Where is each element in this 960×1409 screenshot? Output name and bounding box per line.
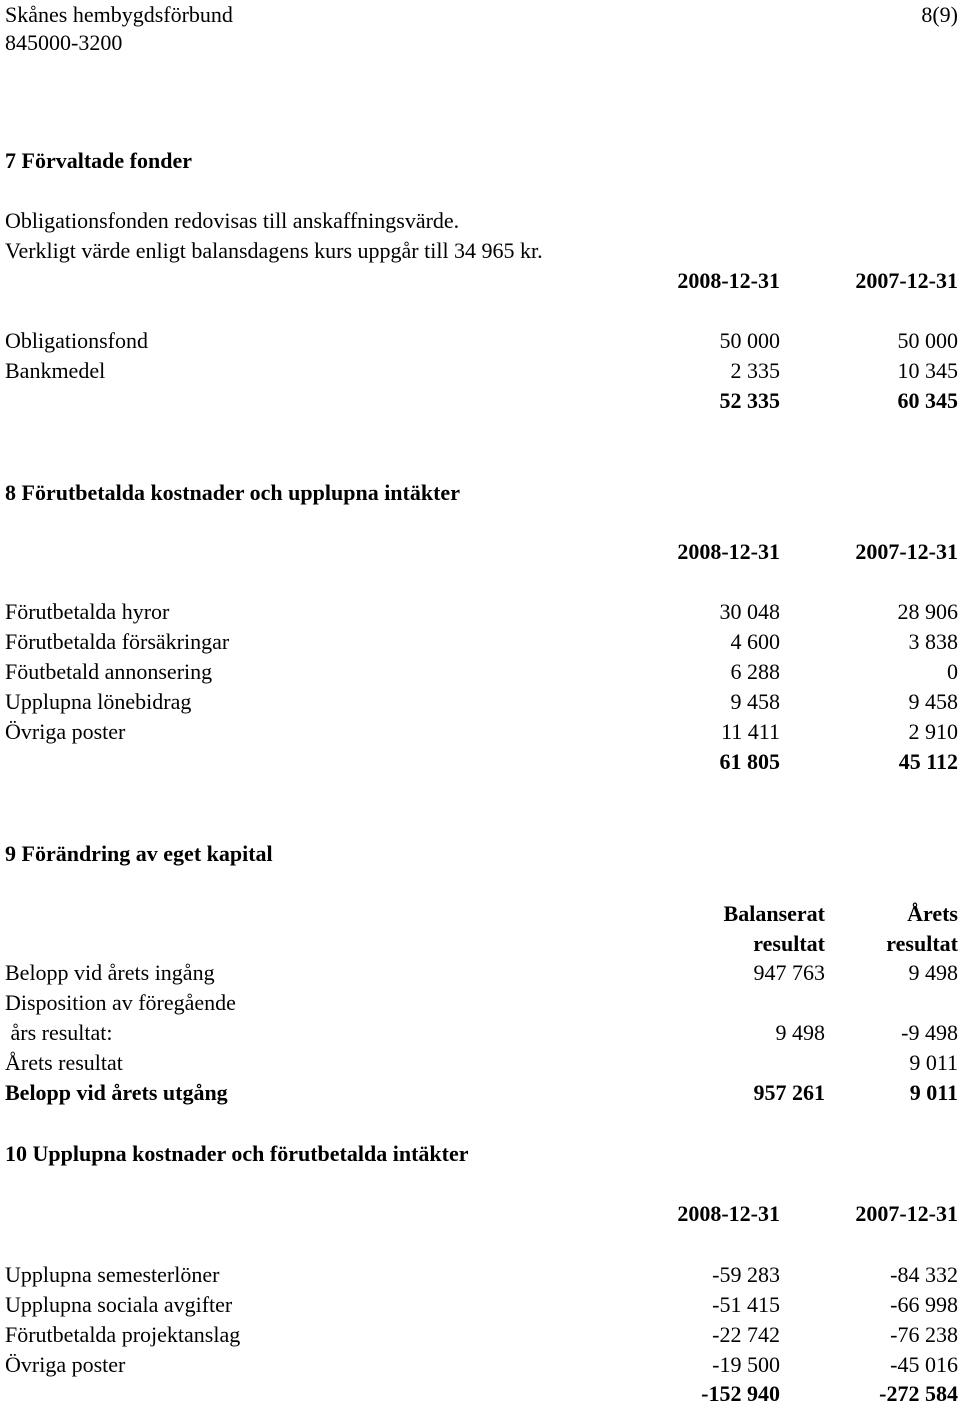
row-value-arets: 9 498 — [908, 960, 958, 985]
row-value-2008: -59 283 — [712, 1262, 780, 1287]
row-value-2008: 11 411 — [721, 719, 780, 744]
note-8-header-row — [0, 537, 960, 567]
row-value-2007: 2 910 — [908, 719, 958, 744]
note-7-col-2007: 2007-12-31 — [855, 268, 958, 293]
note-7-col-2008: 2008-12-31 — [677, 268, 780, 293]
note-7-title: 7 Förvaltade fonder — [5, 148, 192, 173]
row-value-2007: 10 345 — [897, 358, 958, 383]
row-label: Förutbetalda projektanslag — [5, 1322, 241, 1347]
organization-name: Skånes hembygdsförbund — [5, 2, 233, 27]
row-value-2008: -19 500 — [712, 1352, 780, 1377]
total-value-balanserat: 957 261 — [753, 1080, 825, 1105]
row-value-2008: 6 288 — [730, 659, 780, 684]
note-8-title: 8 Förutbetalda kostnader och upplupna intäkter — [5, 480, 460, 505]
table-row — [0, 988, 960, 1018]
row-value-2007: -45 016 — [890, 1352, 958, 1377]
total-value-arets: 9 011 — [909, 1080, 958, 1105]
note-9-col-resultat-2: resultat — [886, 931, 958, 956]
row-label: Årets resultat — [5, 1050, 123, 1075]
row-value-arets: -9 498 — [901, 1020, 958, 1045]
total-value-2007: -272 584 — [879, 1381, 958, 1406]
row-value-2007: 50 000 — [897, 328, 958, 353]
table-row — [0, 1048, 960, 1078]
total-value-2007: 45 112 — [898, 749, 958, 774]
row-value-2007: 0 — [947, 659, 958, 684]
row-label: års resultat: — [5, 1020, 113, 1045]
note-8-total-row — [0, 747, 960, 777]
note-10-header-row — [0, 1199, 960, 1229]
row-label: Belopp vid årets ingång — [5, 960, 215, 985]
note-7-text-2: Verkligt värde enligt balansdagens kurs uppgår till 34 965 kr. — [5, 238, 543, 263]
row-value-2007: 28 906 — [897, 599, 958, 624]
note-10-total-row — [0, 1379, 960, 1409]
row-label: Övriga poster — [5, 1352, 126, 1377]
note-9-header-row-1 — [0, 899, 960, 929]
note-7-header-row — [0, 266, 960, 296]
row-value-2008: -22 742 — [712, 1322, 780, 1347]
table-row — [0, 657, 960, 687]
table-row — [0, 627, 960, 657]
row-value-2008: 4 600 — [730, 629, 780, 654]
total-value-2008: -152 940 — [701, 1381, 780, 1406]
row-value-arets: 9 011 — [909, 1050, 958, 1075]
total-value-2007: 60 345 — [897, 388, 958, 413]
organization-number: 845000-3200 — [5, 30, 123, 55]
row-label: Bankmedel — [5, 358, 106, 383]
row-label: Obligationsfond — [5, 328, 148, 353]
row-label: Disposition av föregående — [5, 990, 236, 1015]
row-value-2007: 9 458 — [908, 689, 958, 714]
note-10-title: 10 Upplupna kostnader och förutbetalda intäkter — [5, 1141, 469, 1166]
row-value-2008: -51 415 — [712, 1292, 780, 1317]
table-row — [0, 1290, 960, 1320]
row-value-2007: -76 238 — [890, 1322, 958, 1347]
note-7-total-row — [0, 386, 960, 416]
table-row — [0, 1260, 960, 1290]
table-row — [0, 356, 960, 386]
note-8-col-2007: 2007-12-31 — [855, 539, 958, 564]
row-value-2008: 50 000 — [719, 328, 780, 353]
row-value-2007: -66 998 — [890, 1292, 958, 1317]
row-value-2007: -84 332 — [890, 1262, 958, 1287]
row-value-2008: 30 048 — [719, 599, 780, 624]
table-row — [0, 326, 960, 356]
note-8-col-2008: 2008-12-31 — [677, 539, 780, 564]
row-value-2008: 2 335 — [730, 358, 780, 383]
row-value-balanserat: 9 498 — [775, 1020, 825, 1045]
table-row — [0, 687, 960, 717]
total-value-2008: 61 805 — [719, 749, 780, 774]
table-row — [0, 958, 960, 988]
note-9-col-balanserat: Balanserat — [723, 901, 825, 926]
table-row — [0, 1018, 960, 1048]
row-label: Förutbetalda försäkringar — [5, 629, 230, 654]
table-row — [0, 597, 960, 627]
row-label: Upplupna sociala avgifter — [5, 1292, 233, 1317]
note-9-header-row-2 — [0, 929, 960, 959]
page-number: 8(9) — [921, 2, 958, 27]
note-9-col-resultat-1: resultat — [753, 931, 825, 956]
row-label: Förutbetalda hyror — [5, 599, 170, 624]
note-9-title: 9 Förändring av eget kapital — [5, 841, 273, 866]
table-row — [0, 717, 960, 747]
row-label: Upplupna lönebidrag — [5, 689, 192, 714]
table-row — [0, 1350, 960, 1380]
row-label: Övriga poster — [5, 719, 126, 744]
row-value-2008: 9 458 — [730, 689, 780, 714]
note-9-col-arets: Årets — [907, 901, 958, 926]
table-row — [0, 1320, 960, 1350]
note-10-col-2008: 2008-12-31 — [677, 1201, 780, 1226]
row-label: Föutbetald annonsering — [5, 659, 213, 684]
total-value-2008: 52 335 — [719, 388, 780, 413]
note-7-text-1: Obligationsfonden redovisas till anskaffningsvärde. — [5, 208, 460, 233]
total-label: Belopp vid årets utgång — [5, 1080, 228, 1105]
row-value-balanserat: 947 763 — [753, 960, 825, 985]
note-10-col-2007: 2007-12-31 — [855, 1201, 958, 1226]
note-9-total-row — [0, 1078, 960, 1108]
row-label: Upplupna semesterlöner — [5, 1262, 220, 1287]
row-value-2007: 3 838 — [908, 629, 958, 654]
